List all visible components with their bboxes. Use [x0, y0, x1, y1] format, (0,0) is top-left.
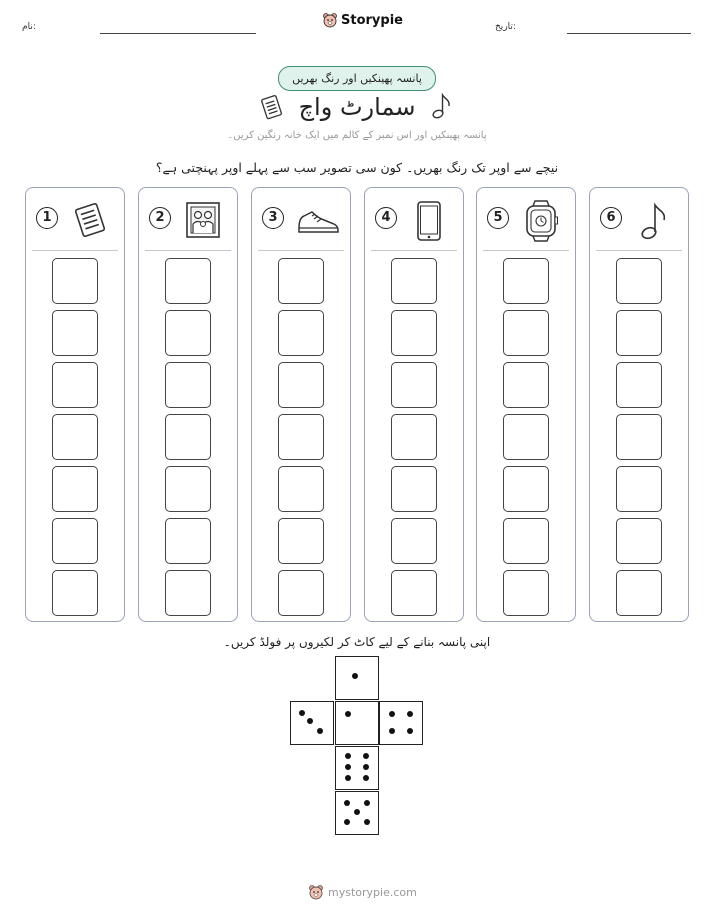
- notebook-icon: [258, 94, 286, 120]
- color-cell[interactable]: [503, 518, 549, 564]
- color-cell[interactable]: [278, 258, 324, 304]
- color-cell[interactable]: [165, 258, 211, 304]
- activity-badge: پانسہ پھینکیں اور رنگ بھریں: [278, 66, 436, 91]
- color-cell[interactable]: [165, 466, 211, 512]
- die-face-4: [379, 701, 423, 745]
- family-photo-icon: [183, 200, 223, 240]
- column-number: 1: [36, 207, 58, 229]
- subtitle: پانسہ پھینکیں اور اس نمبر کے کالم میں ایک خانہ رنگین کریں۔: [227, 130, 487, 141]
- color-cell[interactable]: [278, 570, 324, 616]
- color-cell[interactable]: [616, 518, 662, 564]
- cut-fold-instruction: اپنی پانسہ بنانے کے لیے کاٹ کر لکیروں پر فولڈ کریں۔: [223, 635, 491, 649]
- color-cell[interactable]: [278, 466, 324, 512]
- die-face-1: [335, 656, 379, 700]
- color-cell[interactable]: [503, 362, 549, 408]
- column-number: 2: [149, 207, 171, 229]
- page-title: سمارٹ واچ: [298, 93, 416, 121]
- color-cell[interactable]: [165, 570, 211, 616]
- color-cell[interactable]: [278, 414, 324, 460]
- color-cell[interactable]: [278, 362, 324, 408]
- column-number: 4: [375, 207, 397, 229]
- column-2: [138, 187, 238, 622]
- color-cell[interactable]: [391, 570, 437, 616]
- question-text: نیچے سے اوپر تک رنگ بھریں۔ کون سی تصویر سب سے پہلے اوپر پہنچتی ہے؟: [155, 160, 559, 175]
- color-cell[interactable]: [52, 258, 98, 304]
- color-cell[interactable]: [503, 414, 549, 460]
- color-cell[interactable]: [391, 362, 437, 408]
- footer: [308, 884, 417, 900]
- color-cell[interactable]: [391, 518, 437, 564]
- brand-logo: [322, 12, 403, 28]
- column-number: 6: [600, 207, 622, 229]
- die-face-1: [335, 701, 379, 745]
- column-5: [476, 187, 576, 622]
- column-1: [25, 187, 125, 622]
- die-face-5: [335, 791, 379, 835]
- color-cell[interactable]: [503, 310, 549, 356]
- color-cell[interactable]: [52, 570, 98, 616]
- column-number: 3: [262, 207, 284, 229]
- smartwatch-icon: [521, 200, 561, 242]
- column-number: 5: [487, 207, 509, 229]
- color-cell[interactable]: [391, 310, 437, 356]
- name-label: نام:: [22, 22, 36, 32]
- color-cell[interactable]: [165, 414, 211, 460]
- color-cell[interactable]: [52, 362, 98, 408]
- color-cell[interactable]: [165, 362, 211, 408]
- name-line[interactable]: [100, 33, 256, 34]
- smartphone-icon: [409, 200, 449, 244]
- brand-name: Storypie: [341, 12, 403, 28]
- date-label: تاریخ:: [495, 22, 516, 32]
- color-cell[interactable]: [278, 518, 324, 564]
- sneaker-icon: [296, 200, 340, 240]
- color-cell[interactable]: [503, 466, 549, 512]
- color-cell[interactable]: [391, 466, 437, 512]
- color-cell[interactable]: [165, 518, 211, 564]
- music-note-icon: [430, 92, 454, 120]
- color-cell[interactable]: [616, 258, 662, 304]
- color-cell[interactable]: [52, 310, 98, 356]
- color-cell[interactable]: [616, 362, 662, 408]
- column-4: [364, 187, 464, 622]
- column-6: [589, 187, 689, 622]
- bear-logo-icon: [322, 12, 338, 28]
- color-cell[interactable]: [52, 466, 98, 512]
- date-line[interactable]: [567, 33, 691, 34]
- notebook-icon: [70, 200, 110, 240]
- color-cell[interactable]: [616, 466, 662, 512]
- color-cell[interactable]: [616, 414, 662, 460]
- color-cell[interactable]: [278, 310, 324, 356]
- die-net: [290, 656, 424, 836]
- color-cell[interactable]: [616, 310, 662, 356]
- color-cell[interactable]: [165, 310, 211, 356]
- footer-url[interactable]: mystorypie.com: [328, 885, 417, 899]
- color-cell[interactable]: [391, 258, 437, 304]
- music-note-icon: [634, 200, 674, 242]
- color-cell[interactable]: [616, 570, 662, 616]
- color-cell[interactable]: [52, 414, 98, 460]
- color-cell[interactable]: [391, 414, 437, 460]
- color-cell[interactable]: [503, 570, 549, 616]
- die-face-6: [335, 746, 379, 790]
- color-cell[interactable]: [52, 518, 98, 564]
- bear-logo-icon: [308, 884, 324, 900]
- column-3: [251, 187, 351, 622]
- color-cell[interactable]: [503, 258, 549, 304]
- die-face-3: [290, 701, 334, 745]
